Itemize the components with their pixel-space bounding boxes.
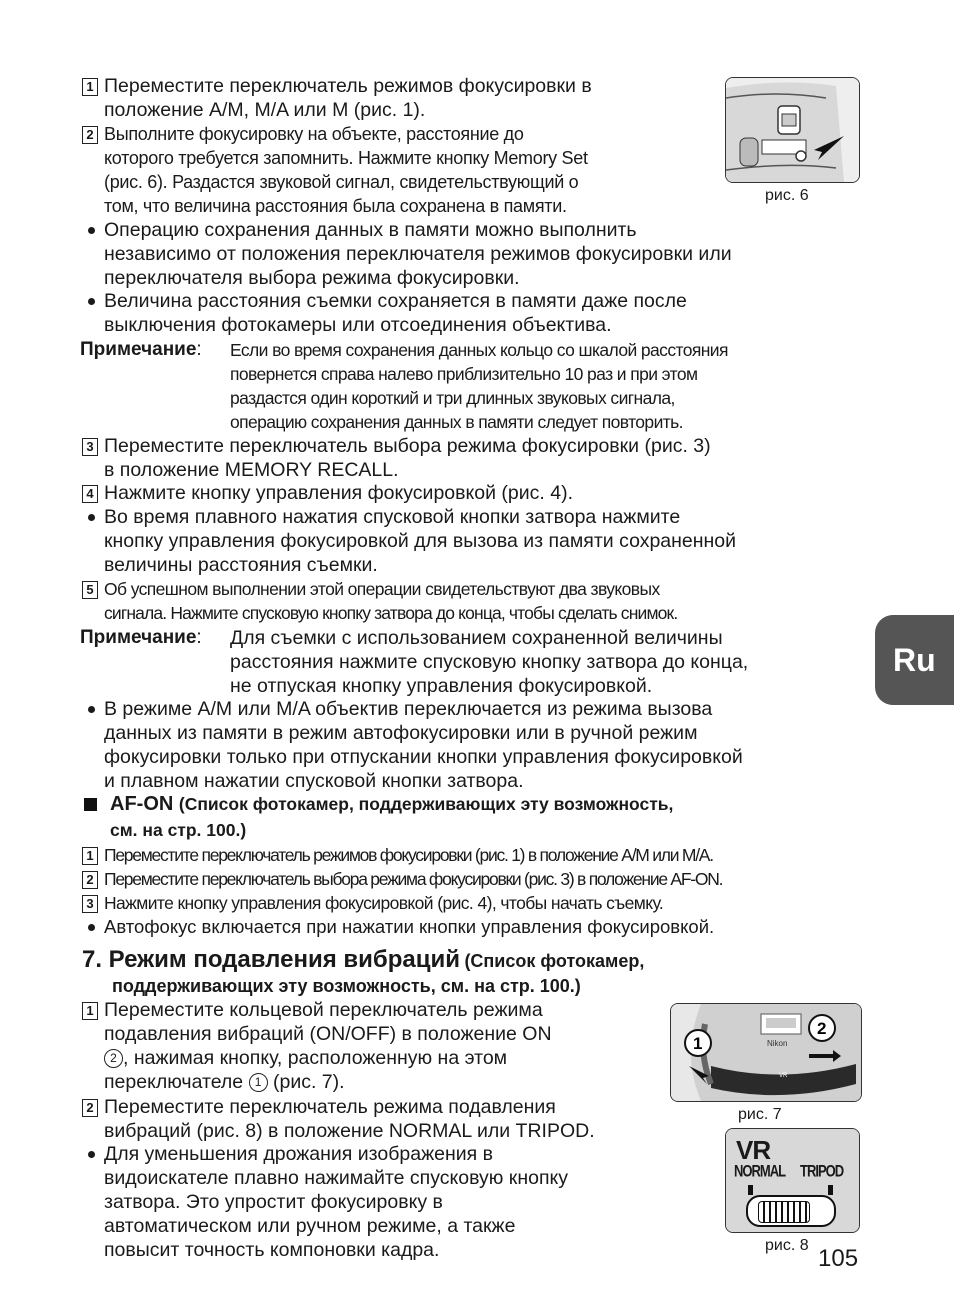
bullet-dot	[88, 514, 95, 521]
figure-6-caption: рис. 6	[765, 187, 809, 204]
language-tab: Ru	[875, 615, 954, 705]
bullet-2-line-1: Величина расстояния съемки сохраняется в памяти даже после	[104, 290, 687, 312]
bullet-3-line-3: величины расстояния съемки.	[104, 554, 378, 576]
afon-heading-line-2: см. на стр. 100.)	[110, 820, 247, 840]
step-marker-5: 5	[82, 581, 98, 599]
step-2-line-4: том, что величина расстояния была сохранена в памяти.	[104, 196, 567, 216]
vr-step-2-line-2: вибраций (рис. 8) в положение NORMAL или TRIPOD.	[104, 1120, 595, 1142]
step-3-line-1: Переместите переключатель выбора режима фокусировки (рис. 3)	[104, 435, 711, 457]
bullet-3-line-2: кнопку управления фокусировкой для вызова из памяти сохраненной	[104, 530, 737, 552]
afon-heading: AF-ON (Список фотокамер, поддерживающих эту возможность,	[110, 793, 674, 815]
step-3-line-2: в положение MEMORY RECALL.	[104, 459, 399, 481]
step-marker-3: 3	[82, 438, 98, 456]
step-5-line-1: Об успешном выполнении этой операции свидетельствуют два звуковых	[104, 579, 660, 599]
bullet-2-line-2: выключения фотокамеры или отсоединения объектива.	[104, 314, 612, 336]
step-marker-1: 1	[82, 78, 98, 96]
circled-2-marker: 2	[104, 1049, 123, 1068]
step-marker-4: 4	[82, 485, 98, 503]
step-marker-2: 2	[82, 871, 98, 889]
bullet-dot	[88, 706, 95, 713]
step-2-line-2: которого требуется запомнить. Нажмите кнопку Memory Set	[104, 148, 588, 168]
figure-8-image	[725, 1128, 860, 1233]
note-1-line-2: повернется справа налево приблизительно 10 раз и при этом	[230, 364, 698, 384]
step-1-line-2: положение A/M, M/A или M (рис. 1).	[104, 99, 426, 121]
vr-step-1-line-3: 2 , нажимая кнопку, расположенную на этом	[104, 1046, 507, 1070]
step-4-line-1: Нажмите кнопку управления фокусировкой (рис. 4).	[104, 482, 573, 504]
afon-step-1: Переместите переключатель режимов фокусировки (рис. 1) в положение A/M или M/A.	[104, 845, 713, 865]
vr-bullet-line-5: повысит точность компоновки кадра.	[104, 1239, 440, 1261]
step-marker-1: 1	[82, 847, 98, 865]
vr-step-1-line-1: Переместите кольцевой переключатель режима	[104, 999, 543, 1021]
figure-8-caption: рис. 8	[765, 1237, 809, 1254]
vr-bullet-line-1: Для уменьшения дрожания изображения в	[104, 1143, 493, 1165]
bullet-1-line-3: переключателя выбора режима фокусировки.	[104, 267, 520, 289]
section-square-marker	[84, 798, 97, 811]
bullet-3-line-1: Во время плавного нажатия спусковой кнопки затвора нажмите	[104, 506, 681, 528]
page-number: 105	[818, 1245, 859, 1272]
note-1-label: Примечание:	[80, 339, 202, 360]
figure-7-caption: рис. 7	[738, 1106, 782, 1123]
bullet-1-line-2: независимо от положения переключателя режимов фокусировки или	[104, 243, 732, 265]
figure-7-callout-2: 2	[817, 1019, 827, 1038]
note-2-line-3: не отпуская кнопку управления фокусировкой.	[230, 675, 653, 697]
step-marker-2: 2	[82, 1099, 98, 1117]
section-7-heading-line-2: поддерживающих эту возможность, см. на стр. 100.)	[112, 976, 581, 996]
figure-7-callout-1: 1	[693, 1034, 703, 1053]
section-7-heading: 7. Режим подавления вибраций (Список фотокамер,	[82, 946, 645, 973]
note-2-line-1: Для съемки с использованием сохраненной величины	[230, 627, 723, 649]
vr-step-2-line-1: Переместите переключатель режима подавления	[104, 1096, 556, 1118]
vr-mode-switch	[746, 1195, 836, 1227]
figure-7-brand: Nikon	[767, 1039, 788, 1048]
bullet-4-line-4: и плавном нажатии спусковой кнопки затвора.	[104, 770, 524, 792]
step-marker-3: 3	[82, 895, 98, 913]
bullet-dot	[88, 298, 95, 305]
note-1-line-1: Если во время сохранения данных кольцо со шкалой расстояния	[230, 340, 728, 360]
vr-step-1-line-4: переключателе 1 (рис. 7).	[104, 1071, 345, 1093]
afon-step-2: Переместите переключатель выбора режима фокусировки (рис. 3) в положение AF-ON.	[104, 869, 723, 889]
bullet-4-line-1: В режиме A/M или M/A объектив переключается из режима вызова	[104, 698, 713, 720]
step-5-line-2: сигнала. Нажмите спусковую кнопку затвора до конца, чтобы сделать снимок.	[104, 603, 678, 623]
step-2-line-1: Выполните фокусировку на объекте, расстояние до	[104, 124, 524, 144]
step-marker-2: 2	[82, 126, 98, 144]
afon-bullet: Автофокус включается при нажатии кнопки управления фокусировкой.	[104, 916, 715, 937]
note-1-line-4: операцию сохранения данных в памяти следует повторить.	[230, 412, 683, 432]
figure-7-ring-label: VR	[779, 1073, 788, 1079]
bullet-dot	[88, 1151, 95, 1158]
figure-8-normal-label: NORMAL	[734, 1160, 786, 1181]
bullet-4-line-2: данных из памяти в режим автофокусировки или в ручной режим	[104, 722, 698, 744]
vr-bullet-line-3: затвора. Это упростит фокусировку в	[104, 1191, 443, 1213]
note-1-line-3: раздастся один короткий и три длинных звуковых сигнала,	[230, 388, 675, 408]
bullet-1-line-1: Операцию сохранения данных в памяти можно выполнить	[104, 219, 637, 241]
step-2-line-3: (рис. 6). Раздастся звуковой сигнал, свидетельствующий о	[104, 172, 579, 192]
vr-bullet-line-4: автоматическом или ручном режиме, а также	[104, 1215, 516, 1237]
note-2-label: Примечание:	[80, 627, 202, 648]
bullet-dot	[88, 924, 95, 931]
figure-7-image	[670, 1003, 862, 1102]
figure-8-vr-label: VR	[736, 1135, 771, 1165]
note-2-line-2: расстояния нажмите спусковую кнопку затвора до конца,	[230, 651, 749, 673]
figure-6-image	[725, 77, 860, 183]
vr-bullet-line-2: видоискателе плавно нажимайте спусковую кнопку	[104, 1167, 569, 1189]
figure-8-tripod-label: TRIPOD	[800, 1160, 844, 1181]
bullet-4-line-3: фокусировки только при отпускании кнопки управления фокусировкой	[104, 746, 743, 768]
step-1-line-1: Переместите переключатель режимов фокусировки в	[104, 75, 592, 97]
circled-1-marker: 1	[249, 1073, 268, 1092]
bullet-dot	[88, 227, 95, 234]
afon-step-3: Нажмите кнопку управления фокусировкой (рис. 4), чтобы начать съемку.	[104, 893, 664, 913]
step-marker-1: 1	[82, 1002, 98, 1020]
vr-step-1-line-2: подавления вибраций (ON/OFF) в положение ON	[104, 1023, 552, 1045]
